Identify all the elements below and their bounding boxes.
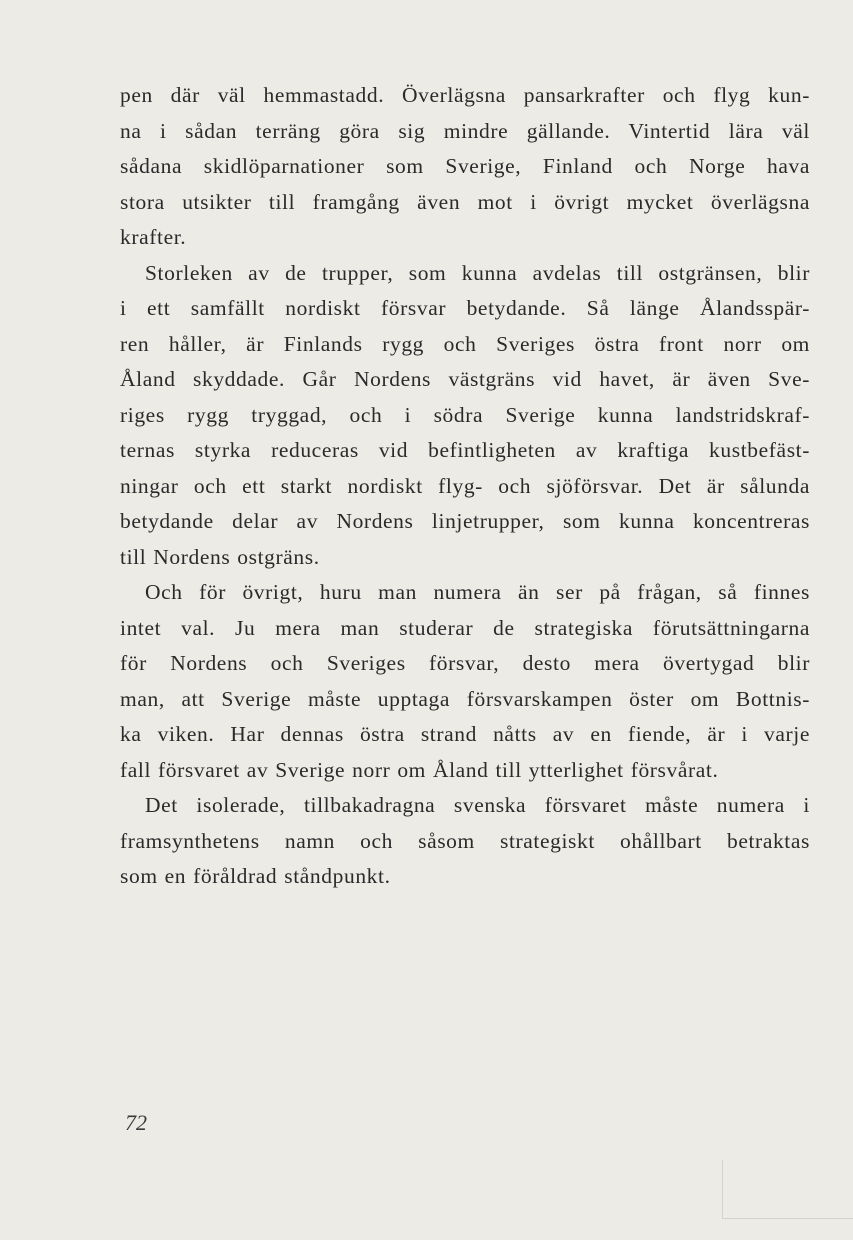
text-line: krafter.	[120, 225, 187, 249]
text-line: Storleken av de trupper, som kunna avdelas till ostgränsen, blir	[145, 260, 810, 285]
text-line: framsynthetens namn och såsom strategiskt ohållbart betraktas	[120, 828, 810, 853]
text-line: sådana skidlöparnationer som Sverige, Finland och Norge hava	[120, 154, 810, 178]
text-line: man, att Sverige måste upptaga försvarskampen öster om Bottnis-	[120, 686, 810, 711]
text-line: fall försvaret av Sverige norr om Åland till ytterlighet försvårat.	[120, 757, 719, 782]
paragraph-3	[120, 575, 810, 788]
text-line: Och för övrigt, huru man numera än ser på frågan, så finnes	[145, 580, 810, 604]
page-number: 72	[125, 1110, 147, 1135]
paragraph-4	[120, 788, 810, 895]
text-line: ternas styrka reduceras vid befintligheten av kraftiga kustbefäst-	[120, 438, 810, 462]
text-line: för Nordens och Sveriges försvar, desto mera övertygad blir	[120, 651, 810, 675]
text-line: betydande delar av Nordens linjetrupper, som kunna koncentreras	[120, 509, 810, 533]
text-line: intet val. Ju mera man studerar de strategiska förutsättningarna	[120, 615, 810, 640]
paragraph-2	[120, 256, 810, 576]
text-line: i ett samfällt nordiskt försvar betydande. Så länge Ålandsspär-	[120, 296, 810, 320]
body-text	[120, 78, 810, 895]
paragraph-1	[120, 78, 810, 256]
text-line: till Nordens ostgräns.	[120, 544, 320, 569]
text-line: ren håller, är Finlands rygg och Sveriges östra front norr om	[120, 331, 810, 356]
text-line: na i sådan terräng göra sig mindre gällande. Vintertid lära väl	[120, 118, 810, 143]
text-line: ningar och ett starkt nordiskt flyg- och sjöförsvar. Det är sålunda	[120, 473, 810, 498]
scan-corner-mark	[722, 1160, 853, 1219]
text-line: som en föråldrad ståndpunkt.	[120, 864, 391, 888]
text-line: ka viken. Har dennas östra strand nåtts av en fiende, är i varje	[120, 722, 810, 746]
text-line: stora utsikter till framgång även mot i övrigt mycket överlägsna	[120, 189, 810, 214]
text-line: Åland skyddade. Går Nordens västgräns vid havet, är även Sve-	[120, 367, 810, 391]
text-line: pen där väl hemmastadd. Överlägsna pansarkrafter och flyg kun-	[120, 83, 810, 107]
text-line: riges rygg tryggad, och i södra Sverige kunna landstridskraf-	[120, 402, 810, 427]
text-line: Det isolerade, tillbakadragna svenska försvaret måste numera i	[145, 793, 810, 817]
